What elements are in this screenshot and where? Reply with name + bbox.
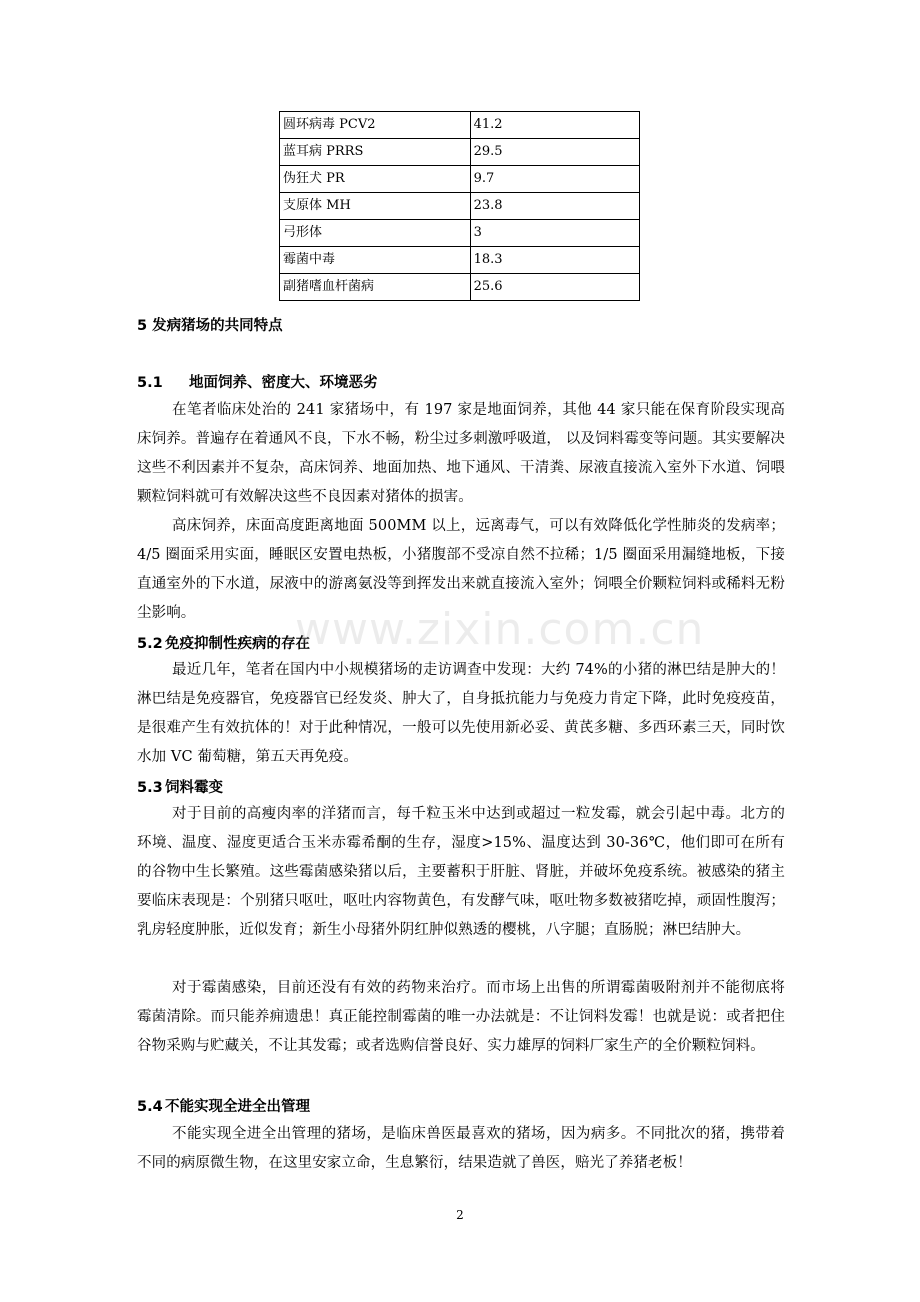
table-row	[280, 139, 640, 166]
table-cell-name: 圆环病毒 PCV2	[280, 112, 471, 139]
disease-rate-table	[279, 111, 640, 301]
section-5-1-paragraph-1: 在笔者临床处治的 241 家猪场中，有 197 家是地面饲养，其他 44 家只能在保育阶段实现高床饲养。普遍存在着通风不良，下水不畅，粉尘过多刺激呼吸道， 以及饲料霉变等问题。其实要解决这些不利因素并不复杂，高床饲养、地面加热、地下通风、干清粪、尿液直接流入室外下水道、饲喂颗粒饲料就可有效解决这些不良因素对猪体的损害。	[137, 402, 785, 505]
table-cell-value: 25.6	[470, 274, 639, 301]
table-row	[280, 166, 640, 193]
table-cell-name: 弓形体	[280, 220, 471, 247]
section-title: 饲料霉变	[165, 780, 223, 796]
section-5-2-paragraph-1: 最近几年，笔者在国内中小规模猪场的走访调查中发现：大约 74%的小猪的淋巴结是肿大的！淋巴结是免疫器官，免疫器官已经发炎、肿大了，自身抵抗能力与免疫力肯定下降，此时免疫疫苗，是很难产生有效抗体的！对于此种情况，一般可以先使用新必妥、黄芪多糖、多西环素三天，同时饮水加 VC 葡萄糖，第五天再免疫。	[137, 662, 785, 765]
section-5-3-paragraph-2: 对于霉菌感染，目前还没有有效的药物来治疗。而市场上出售的所谓霉菌吸附剂并不能彻底将霉菌清除。而只能养痈遗患！真正能控制霉菌的唯一办法就是：不让饲料发霉！也就是说：或者把住谷物采购与贮藏关，不让其发霉；或者选购信誉良好、实力雄厚的饲料厂家生产的全价颗粒饲料。	[137, 980, 785, 1054]
section-5-heading: 5 发病猪场的共同特点	[137, 318, 283, 334]
table-cell-value: 3	[470, 220, 639, 247]
table-row	[280, 193, 640, 220]
table-body	[280, 112, 640, 301]
section-number: 5.3	[137, 780, 163, 796]
table-cell-value: 18.3	[470, 247, 639, 274]
table-cell-name: 霉菌中毒	[280, 247, 471, 274]
table-cell-value: 29.5	[470, 139, 639, 166]
table-cell-name: 蓝耳病 PRRS	[280, 139, 471, 166]
section-5-3-paragraph-1: 对于目前的高瘦肉率的洋猪而言，每千粒玉米中达到或超过一粒发霉，就会引起中毒。北方的环境、温度、湿度更适合玉米赤霉希酮的生存，湿度>15%、温度达到 30-36℃，他们即可在所有的谷物中生长繁殖。这些霉菌感染猪以后，主要蓄积于肝脏、肾脏，并破坏免疫系统。被感染的猪主要临床表现是：个别猪只呕吐，呕吐内容物黄色，有发酵气味，呕吐物多数被猪吃掉，顽固性腹泻；乳房轻度肿胀，近似发育；新生小母猪外阴红肿似熟透的樱桃，八字腿；直肠脱；淋巴结肿大。	[137, 806, 785, 938]
section-number: 5.2	[137, 636, 163, 652]
table-cell-name: 支原体 MH	[280, 193, 471, 220]
page-number: 2	[456, 1208, 464, 1222]
watermark: www.zixin.com.cn	[295, 604, 705, 655]
section-5-1-paragraph-2: 高床饲养，床面高度距离地面 500MM 以上，远离毒气，可以有效降低化学性肺炎的发病率；4/5 圈面采用实面，睡眠区安置电热板，小猪腹部不受凉自然不拉稀；1/5 圈面采用漏缝地板，下接直通室外的下水道，尿液中的游离氨没等到挥发出来就直接流入室外；饲喂全价颗粒饲料或稀料无粉尘影响。	[137, 518, 785, 621]
table-cell-value: 9.7	[470, 166, 639, 193]
section-5-1-heading	[137, 373, 378, 393]
section-title: 不能实现全进全出管理	[165, 1099, 310, 1115]
table-row	[280, 220, 640, 247]
table-cell-value: 23.8	[470, 193, 639, 220]
section-5-4-heading	[137, 1097, 310, 1117]
section-5-2-heading	[137, 634, 310, 654]
table-row	[280, 112, 640, 139]
table-cell-name: 副猪嗜血杆菌病	[280, 274, 471, 301]
section-number: 5.4	[137, 1099, 163, 1115]
section-title: 免疫抑制性疾病的存在	[165, 636, 310, 652]
table-cell-name: 伪狂犬 PR	[280, 166, 471, 193]
table-cell-value: 41.2	[470, 112, 639, 139]
table-row	[280, 247, 640, 274]
section-number: 5.1	[137, 375, 163, 391]
section-title: 地面饲养、密度大、环境恶劣	[189, 375, 378, 391]
section-5-3-heading	[137, 778, 223, 798]
table-row	[280, 274, 640, 301]
section-5-4-paragraph-1: 不能实现全进全出管理的猪场，是临床兽医最喜欢的猪场，因为病多。不同批次的猪，携带着不同的病原微生物，在这里安家立命，生息繁衍，结果造就了兽医，赔光了养猪老板！	[137, 1126, 785, 1171]
